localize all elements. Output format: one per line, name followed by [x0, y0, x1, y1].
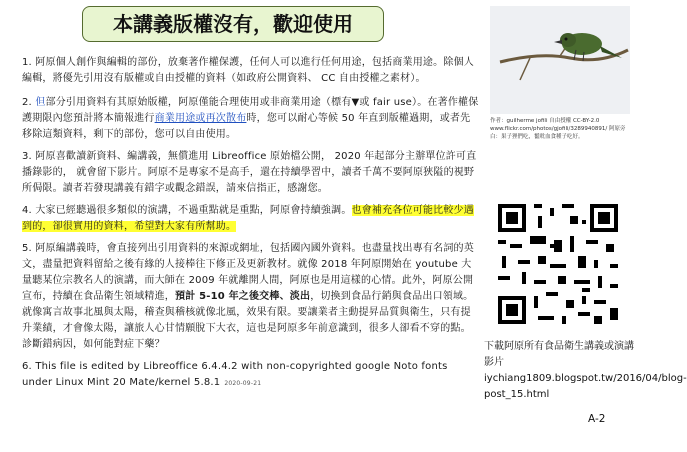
notice-text: 4. 大家已經聽過很多類似的演講，不過重點就是重點，阿原會持續強調。 — [22, 205, 352, 216]
photo-caption: 作者：guilherme jofili 自由授權 CC-BY-2.0 www.flickr.com/photos/gjofili/3289940891/ 阿原旁白：果子狸們吃，鬣吡血食種子吃好。 — [490, 118, 626, 140]
notice-item-4 — [22, 203, 480, 235]
notice-item-1: 1. 阿原個人創作與編輯的部份，放棄著作權保護，任何人可以進行任何用途，包括商業用途。除個人編輯，將優先引用沒有版權或自由授權的資料（如政府公開資料、 CC 自由授權之素材）。 — [22, 57, 474, 84]
notice-text: 6. This file is edited by Libreoffice 6.4.4.2 with non-copyrighted google Noto fonts under Linux Mint 20 Mate/kernel 5.8.1 — [22, 361, 448, 388]
notice-item-2 — [22, 95, 480, 143]
page-title: 本講義版權沒有，歡迎使用 — [82, 6, 384, 42]
notice-item-5 — [22, 241, 480, 353]
bird-illustration — [490, 6, 630, 114]
item-number: 2. — [22, 97, 36, 108]
emphasis-but: 但 — [35, 97, 46, 108]
notice-text: 5. 阿原編講義時，會直接列出引用資料的來源或網址，包括國內國外資料。也盡量找出專有名詞的英文，盡量把資料留給之後有緣的人接棒往下修正及更新教材。就像 2018 年阿原開始在 youtube 大量聽某位宗教名人的演講，而大師在 2009 年就離開人間，阿原也是用這樣的心情。此外，阿原公開宣布，持續在食品衛生領域精進， — [22, 243, 474, 302]
bird-photo — [490, 6, 630, 114]
notice-text: 部分引用資料有其原始版權，阿原僅能合理使用或非商業用途（標有▼或 fair use）。在著作權保護期限內您預計將本簡報進行 — [22, 97, 479, 124]
qr-code[interactable] — [494, 200, 622, 328]
commercial-use-link-text: 商業用途或再次散布 — [154, 113, 247, 124]
edit-date: 2020-09-21 — [224, 380, 262, 387]
notice-item-3: 3. 阿原喜歡讀新資料、編講義，無償進用 Libreoffice 原始檔公開， 2020 年起部分主辦單位許可直播錄影的， 就會留下影片。阿原不是專家不是高手，還在持續學習中，讀者千萬不要阿原狹隘的視野所侷限。讀者若發現講義有錯字或觀念錯誤，請來信指正，感謝您。 — [22, 151, 477, 194]
notice-item-6 — [22, 359, 480, 392]
download-link[interactable]: 下載阿原所有食品衛生講義或演講影片iychiang1809.blogspot.tw/2016/04/blog-post_15.html — [484, 341, 687, 400]
notice-text: ，切換到食品行銷與食品出口領域。就像寓言故事北風與太陽，稽查與稽核就像北風，效果有限。要讓業者主動提昇品質與衛生，只有提升業績，才會像太陽，讓旅人心甘情願脫下大衣，這也是阿原多年前意識到，很多人卻看不穿的點。診斷錯病因，如何能對症下藥？ — [22, 291, 474, 350]
bold-text: 預計 5-10 年之後交棒、淡出 — [175, 291, 311, 302]
page-number: A-2 — [588, 413, 606, 425]
qr-code-graphic — [494, 200, 622, 328]
highlighted-text: 也會補充各位可能比較少遇到的，卻很實用的資料，希望對大家有所幫助。 — [22, 205, 474, 232]
notice-list — [22, 55, 480, 398]
notice-text: 時，您可以耐心等候 50 年直到版權過期，或者先移除這類資料，剩下的部份，您可以自由使用。 — [22, 113, 471, 140]
